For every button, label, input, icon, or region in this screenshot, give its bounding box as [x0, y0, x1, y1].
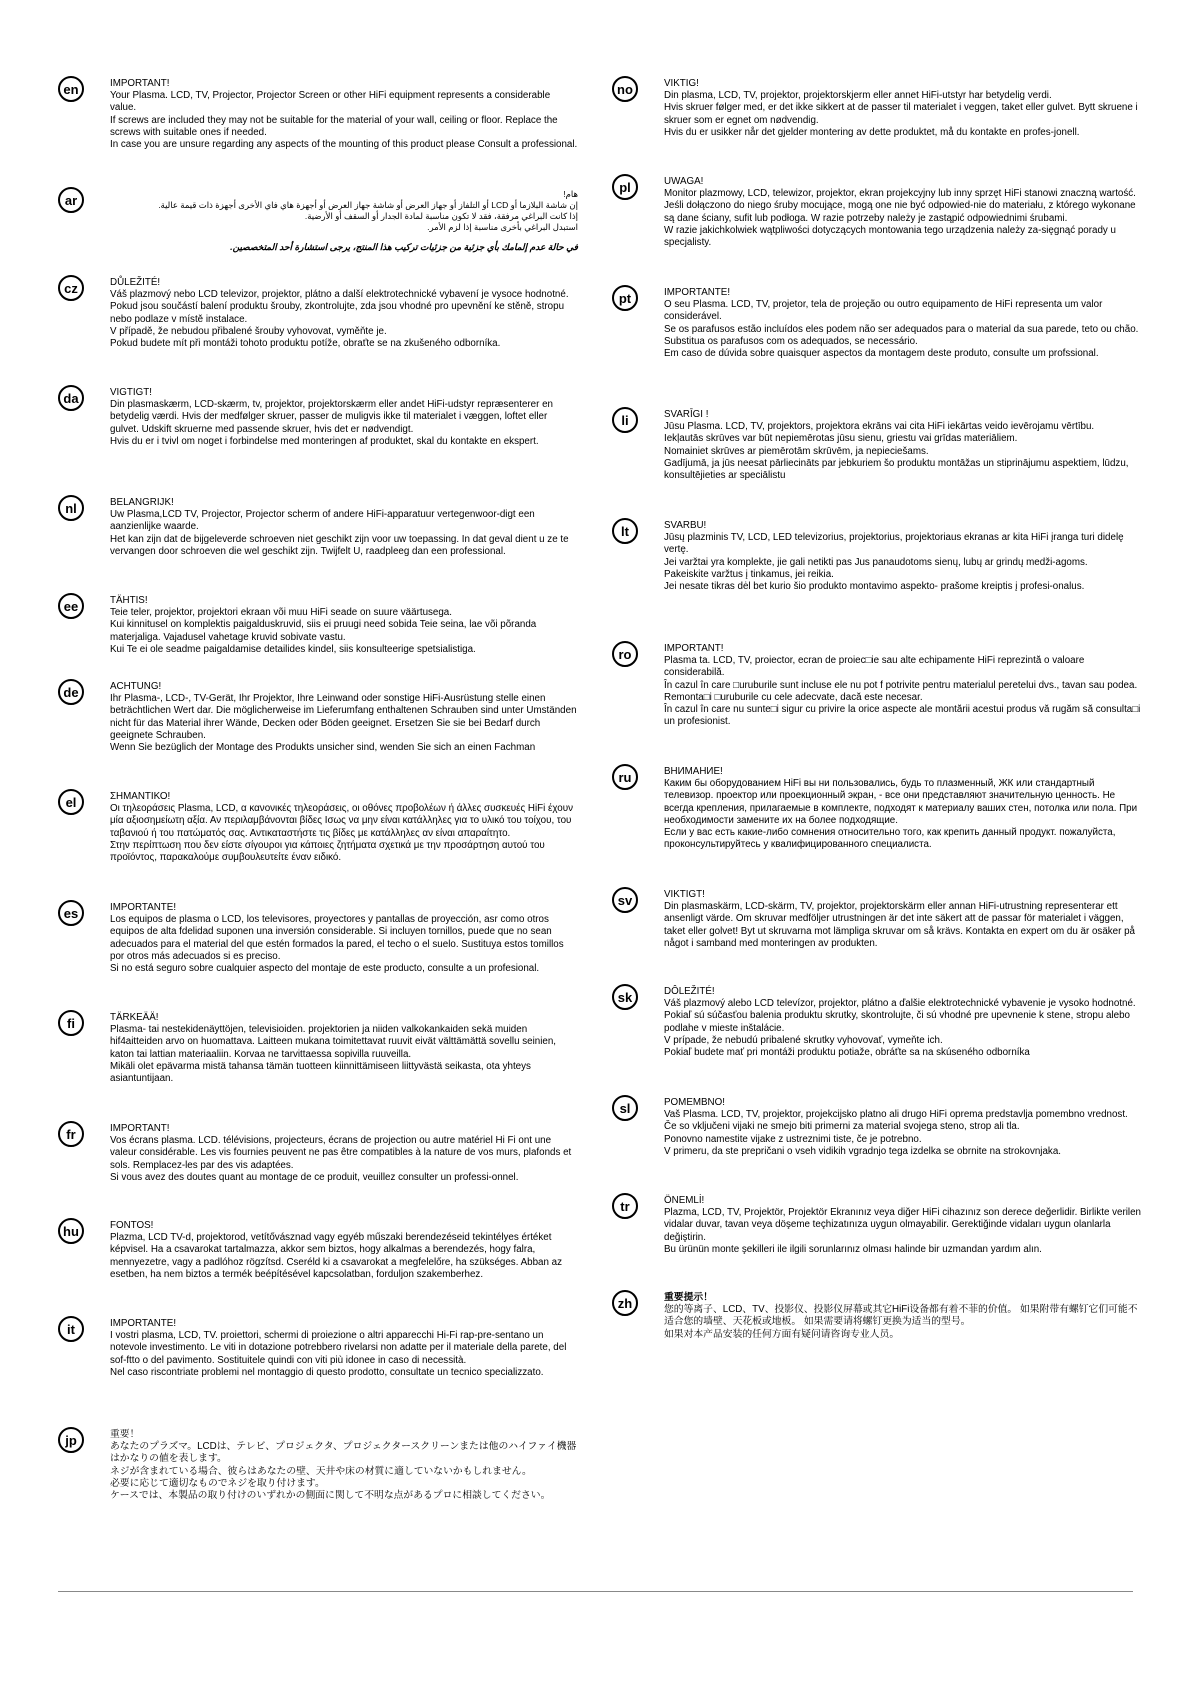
section-ar [58, 189, 578, 277]
section-text: DÔLEŽITÉ! Váš plazmový alebo LCD televízor, projektor, plátno a ďalšie elektrotechnické vybavenie je vysoko hodnotné. Pokiaľ sú súčasťou balenia produktu skrutky, skontrolujte, či sú vhodné pre upevnenie k stene, stropu alebo podlahe v mieste inštalácie. V prípade, že nebudú pribalené skrutky vyhovovať, vymeňte ich. Pokiaľ budete mať pri montáži produktu potiaže, obráťte sa na skúseného odborníka [664, 986, 1136, 1059]
section-text: ВНИМАНИЕ! Каким бы оборудованием HiFi вы ни пользовались, будь то плазменный, ЖК или стандартный телевизор. проектор или проекционный экран, - все они представляют значительную ценность. Не всегда крепления, прилагаемые в комплекте, подходят к материалу ваших стен, потолка или пола. При необходимости замените их на более подходящие. Если у вас есть какие-либо сомнения относительно того, как крепить данный продукт. пожалуйста, проконсультируйтесь у квалифицированного специалиста. [664, 766, 1138, 851]
language-badge: it [58, 1316, 84, 1342]
section-text: ACHTUNG! Ihr Plasma-, LCD-, TV-Gerät, Ihr Projektor, Ihre Leinwand oder sonstige HiFi-Ausrüstung stelle einen beträchtlichen Wert dar. Die möglicherweise im Lieferumfang enthaltenen Schrauben sind unter Umständen nicht für das Material ihrer Wände, Decken oder Böden geeignet. Ersetzen Sie sie bei Bedarf durch geeignete Schrauben. Wenn Sie bezüglich der Montage des Produkts unsicher sind, wenden Sie sich an einen Fachman [110, 681, 577, 754]
language-badge: ro [612, 641, 638, 667]
language-badge: jp [58, 1427, 84, 1453]
language-badge: da [58, 385, 84, 411]
language-badge: no [612, 76, 638, 102]
right-column [612, 78, 1142, 1372]
language-badge: cz [58, 275, 84, 301]
language-badge: sv [612, 887, 638, 913]
language-badge: li [612, 407, 638, 433]
section-ru [612, 766, 1142, 889]
section-text: IMPORTANT! Plasma ta. LCD, TV, proiector, ecran de proiec□ie sau alte echipamente HiFi reprezintă o valoare considerabilă. În cazul în care □uruburile sunt incluse ele nu pot f potrivite pentru materialul peretelui dvs., tavan sau podea. Remonta□i □uruburile cu cele adecvate, dacă este necesar. În cazul în care nu sunte□i sigur cu privire la orice aspecte ale montării acestui produs vă rugăm să consulta□i un profesionist. [664, 643, 1141, 728]
section-text: ÖNEMLİ! Plazma, LCD, TV, Projektör, Projektör Ekranınız veya diğer HiFi cihazınız son derece değerlidir. Birlikte verilen vidalar duvar, tavan veya döşeme teçhizatınıza uygun olmayabilir. Gerektiğinde vidaları uygun olanlarla değiştirin. Bu ürünün monte şekilleri ile ilgili sorunlarınız olması halinde bir uzmandan yardım alın. [664, 1195, 1141, 1255]
language-badge: zh [612, 1290, 638, 1316]
language-badge: en [58, 76, 84, 102]
section-li [612, 409, 1142, 520]
left-column [58, 78, 578, 1539]
language-badge: pl [612, 174, 638, 200]
language-badge: hu [58, 1218, 84, 1244]
language-badge: lt [612, 518, 638, 544]
language-badge: fi [58, 1010, 84, 1036]
section-zh [612, 1292, 1142, 1372]
section-text: VIKTIG! Din plasma, LCD, TV, projektor, projektorskjerm eller annet HiFi-utstyr har betydelig verdi. Hvis skruer følger med, er det ikke sikkert at de passer til materialet i veggen, taket eller gulvet. Bytt skruene i skruer som er egnet om nødvendig. Hvis du er usikker når det gjelder montering av dette produktet, må du kontakte en profes-jonell. [664, 78, 1138, 138]
footer-divider [58, 1591, 1133, 1592]
section-pt [612, 287, 1142, 409]
section-text: BELANGRIJK! Uw Plasma,LCD TV, Projector, Projector scherm of andere HiFi-apparatuur vertegenwoor-digt een aanzienlijke waarde. Het kan zijn dat de bijgeleverde schroeven niet geschikt zijn voor uw toepassing. In dat geval dient u ze te vervangen door schroeven die wel geschikt zijn. Twijfelt U, raadpleeg dan een professional. [110, 497, 569, 557]
section-text: 重要提示！ 您的等离子、LCD、TV、投影仪、投影仪屏幕或其它HiFi设备都有着不菲的价值。 如果附带有螺钉它们可能不适合您的墙壁、天花板或地板。 如果需要请将螺钉更换为适当的型号。 如果对本产品安装的任何方面有疑问请咨询专业人员。 [664, 1292, 1138, 1340]
language-badge: pt [612, 285, 638, 311]
section-text: IMPORTANTE! I vostri plasma, LCD, TV. proiettori, schermi di proiezione o altri apparecchi Hi-Fi rap-pre-sentano un notevole investimento. Le viti in dotazione potrebbero rivelarsi non adatte per il materiale della parete, del sof-ftto o del pavimento. Sostituitele quindi con viti più idonee in caso di necessità. Nel caso riscontriate problemi nel montaggio di questo prodotto, consultate un tecnico specializzato. [110, 1318, 567, 1378]
language-badge: fr [58, 1121, 84, 1147]
section-fi [58, 1012, 578, 1123]
section-text: VIGTIGT! Din plasmaskærm, LCD-skærm, tv, projektor, projektorskærm eller andet HiFi-udstyr repræsenterer en betydelig værdi. Hvis der medfølger skruer, passer de muligvis ikke til materialet i væggen, loftet eller gulvet. Udskift skruerne med passende skruer, hvis det er nødvendigt. Hvis du er i tvivl om noget i forbindelse med monteringen af produktet, skal du kontakte en ekspert. [110, 387, 553, 447]
language-badge: sl [612, 1095, 638, 1121]
language-badge: ar [58, 187, 84, 213]
language-badge: ru [612, 764, 638, 790]
language-badge: ee [58, 593, 84, 619]
section-ee [58, 595, 578, 681]
section-text: 重要！ あなたのプラズマ。LCDは、テレビ、プロジェクタ、プロジェクタースクリーンまたは他のハイファイ機器はかなりの値を表します。 ネジが含まれている場合、彼らはあなたの壁、天井や床の材質に適していないかもしれません。 必要に応じて適切なものでネジを取り付けます。 ケースでは、本製品の取り付けのいずれかの側面に関して不明な点があるプロに相談してください。 [110, 1429, 577, 1502]
section-text: ΣΗΜΑΝΤΙΚΟ! Οι τηλεοράσεις Plasma, LCD, α κανονικές τηλεοράσεις, οι οθόνες προβολέων ή άλλες συσκευές HiFi έχουν μία αξιοσημείωτη αξία. Αν περιλαμβάνονται βίδες Ισως να μην είναι κατάλληλες για το υλικό του τοίχου, του ταβανιού ή του πατώματός σας. Αντικαταστήστε τις βίδες με κατάλληλες αν είναι απαραίτητο. Στην περίπτωση που δεν είστε σίγουροι για κάποιες ζητήματα σχετικά με την προσάρτηση αυτού του προϊόντος, παρακαλούμε συμβουλευτείτε έναν ειδικό. [110, 791, 573, 864]
section-text: TÄRKEÄÄ! Plasma- tai nestekidenäyttöjen, televisioiden. projektorien ja niiden valkokankaiden sekä muiden hif4aitteiden arvo on huomattava. Laitteen mukana toimitettavat ruuvit eivät välttämättä sovellu seinien, katon tai lattian materiaaliin. Korvaa ne tarvittaessa sopivilla ruuveilla. Mikäli olet epävarma mistä tahansa tämän tuotteen kiinnittämiseen liittyvästä seikasta, ota yhteys asiantuntijaan. [110, 1012, 557, 1085]
section-de [58, 681, 578, 791]
section-text: POMEMBNO! Vaš Plasma. LCD, TV, projektor, projekcijsko platno ali drugo HiFi oprema predstavlja pomembno vrednost. Če so vključeni vijaki ne smejo biti primerni za material svojega steno, strop ali tla. Ponovno namestite vijake z ustreznimi tiste, če je potrebno. V primeru, da ste prepričani o vseh vidikih vgradnjo tega izdelka se obrnite na strokovnjaka. [664, 1097, 1128, 1157]
language-badge: es [58, 900, 84, 926]
section-text: IMPORTANT! Vos écrans plasma. LCD. télévisions, projecteurs, écrans de projection ou autre matériel Hi Fi ont une valeur considérable. Les vis fournies peuvent ne pas être compatibles à la nature de vos murs, plafonds et sols. Remplacez-les par des vis adaptées. Si vous avez des doutes quant au montage de ce produit, veuillez consulter un professi-onnel. [110, 1123, 572, 1183]
language-badge: tr [612, 1193, 638, 1219]
section-es [58, 902, 578, 1012]
section-text: DŮLEŽITÉ! Váš plazmový nebo LCD televizor, projektor, plátno a další elektrotechnické vybavení je vysoce hodnotné. Pokud jsou součástí balení produktu šrouby, zkontrolujte, zda jsou vhodné pro upevnění ke stěně, stropu nebo podlaze v místě instalace. V případě, že nebudou přibalené šrouby vyhovovat, vyměňte je. Pokud budete mít při montáži tohoto produktu potíže, obraťte se na zkušeného odborníka. [110, 277, 569, 350]
section-da [58, 387, 578, 497]
language-badge: nl [58, 495, 84, 521]
section-cz [58, 277, 578, 387]
section-text: IMPORTANT! Your Plasma. LCD, TV, Projector, Projector Screen or other HiFi equipment represents a considerable value. If screws are included they may not be suitable for the material of your wall, ceiling or floor. Replace the screws with suitable ones if needed. In case you are unsure regarding any aspects of the mounting of this product please Consult a professional. [110, 78, 578, 151]
section-nl [58, 497, 578, 595]
section-jp [58, 1429, 578, 1539]
section-text: UWAGA! Monitor plazmowy, LCD, telewizor, projektor, ekran projekcyjny lub inny sprzęt HiFi stanowi znaczną wartość. Jeśli dołączono do niego śruby mocujące, mogą one nie być odpowied-nie do materiału, z którego wykonane są dane ściany, sufit lub podłoga. W razie potrzeby należy je zastąpić odpowiednimi śrubami. W razie jakichkolwiek wątpliwości dotyczących montowania tego urządzenia należy za-sięgnąć porady u specjalisty. [664, 176, 1136, 249]
section-it [58, 1318, 578, 1429]
section-fr [58, 1123, 578, 1220]
section-lt [612, 520, 1142, 643]
section-sl [612, 1097, 1142, 1195]
section-text: TÄHTIS! Teie teler, projektor, projektori ekraan või muu HiFi seade on suure väärtusega. Kui kinnitusel on komplektis paigalduskruvid, siis ei pruugi need sobida Teie seina, lae või põranda materjaliga. Vajadusel vahetage kruvid sobivate vastu. Kui Te ei ole seadme paigaldamise detailides kindel, siis konsulteerige spetsialistiga. [110, 595, 537, 655]
section-el [58, 791, 578, 902]
section-pl [612, 176, 1142, 287]
section-text: SVARĪGI ! Jūsu Plasma. LCD, TV, projektors, projektora ekrāns vai cita HiFi iekārtas veido ievērojamu vērtību. Iekļautās skrūves var būt nepiemērotas jūsu sienu, griestu vai grīdas materiāliem. Nomainiet skrūves ar piemērotām skrūvēm, ja nepieciešams. Gadījumā, ja jūs neesat pārliecināts par jebkuriem šo produktu montāžas un stiprinājumu aspektiem, lūdzu, konsultējieties ar speciālistu [664, 409, 1129, 482]
section-text: FONTOS! Plazma, LCD TV-d, projektorod, vetítővásznad vagy egyéb műszaki berendezéseid tekintélyes értéket képvisel. Ha a csavarokat tartalmazza, akkor sem biztos, hogy alkalmas a berendezés, hogy falra, mennyezetre, vagy a padlóhoz rögzítsd. Cseréld ki a csavarokat a megfelelőre, ha szükséges. Abban az esetben, ha nem biztos a termék beépítésével kapcsolatban, forduljon szakemberhez. [110, 1220, 562, 1280]
section-text: IMPORTANTE! Los equipos de plasma o LCD, los televisores, proyectores y pantallas de proyección, asr como otros equipos de alta fdelidad suponen una inversión considerable. Si incluyen tornillos, puede que no sean adecuados para el material del que estén formados la pared, el techo o el suelo. Sustituya estos tomillos por otros más adecuados si es preciso. Si no está seguro sobre cualquier aspecto del montaje de este producto, consulte a un profesional. [110, 902, 564, 975]
section-ro [612, 643, 1142, 766]
section-tr [612, 1195, 1142, 1292]
section-sk [612, 986, 1142, 1097]
section-no [612, 78, 1142, 176]
section-text-arabic: هام! إن شاشة البلازما أو LCD أو التلفاز أو جهاز العرض أو شاشة جهاز العرض أو أجهزة هاي فاي الأخرى أجهزة ذات قيمة عالية. إذا كانت البراغي مرفقة، فقد لا تكون مناسبة لمادة الجدار أو السقف أو الأرضية. استبدل البراغي بأخرى مناسبة إذا لزم الأمر. في حالة عدم إلمامك بأي جزئية من جزئيات تركيب هذا المنتج، يرجى استشارة أحد المتخصصين. [158, 189, 578, 252]
language-badge: el [58, 789, 84, 815]
section-en [58, 78, 578, 189]
section-text: SVARBU! Jūsų plazminis TV, LCD, LED televizorius, projektorius, projektoriaus ekranas ar kita HiFi įranga turi didelę vertę. Jei varžtai yra komplekte, jie gali netikti pas Jus panaudotoms sienų, lubų ar grindų medži-agoms. Pakeiskite varžtus į tinkamus, jei reikia. Jei nesate tikras dėl bet kurio šio produkto montavimo aspekto- prašome kreiptis į profesi-onalus. [664, 520, 1124, 593]
language-badge: de [58, 679, 84, 705]
section-text: VIKTIGT! Din plasmaskärm, LCD-skärm, TV, projektor, projektorskärm eller annan HiFi-utrustning representerar ett ansenligt värde. Om skruvar medföljer utrustningen är det inte säkert att de passar för materialet i väggen, taket eller golvet! Byt ut skruvarna mot lämpliga skruvar om så krävs. Kontakta en expert om du är osäker på något i samband med monteringen av produkten. [664, 889, 1136, 949]
language-badge: sk [612, 984, 638, 1010]
section-sv [612, 889, 1142, 986]
section-text: IMPORTANTE! O seu Plasma. LCD, TV, projetor, tela de projeção ou outro equipamento de HiFi representa um valor considerável. Se os parafusos estão incluídos eles podem não ser adequados para o material da sua parede, teto ou chão. Substitua os parafusos com os adequados, se necessário. Em caso de dúvida sobre quaisquer aspectos da montagem deste produto, consulte um profssional. [664, 287, 1139, 360]
section-hu [58, 1220, 578, 1318]
